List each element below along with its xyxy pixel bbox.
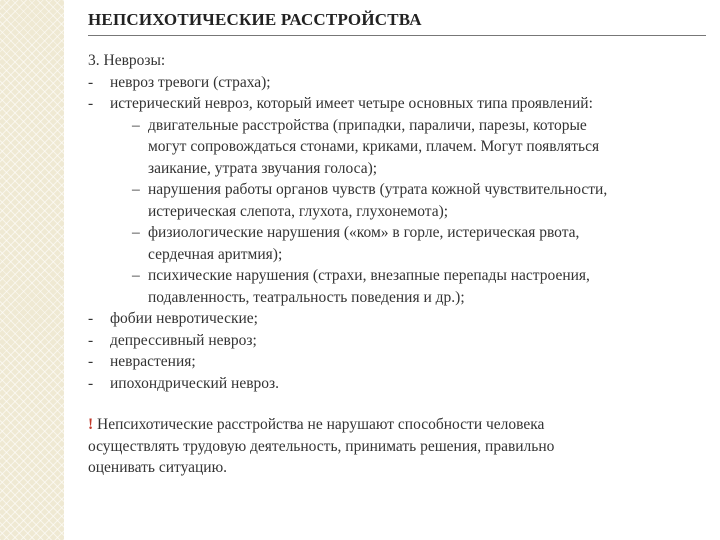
list-item: [88, 72, 607, 94]
title-divider: [88, 35, 706, 36]
decorative-side-stripe: [0, 0, 64, 540]
sub-item-text: двигательные расстройства (припадки, параличи, парезы, которые: [148, 116, 587, 134]
list-heading: 3. Неврозы:: [88, 52, 166, 69]
bullet-dash: -: [88, 73, 94, 91]
sub-list-item: [88, 222, 607, 265]
sub-item-text: подавленность, театральность поведения и др.);: [148, 288, 465, 306]
exclamation-mark: !: [88, 416, 94, 433]
bullet-dash: –: [132, 181, 140, 198]
slide-title: НЕПСИХОТИЧЕСКИЕ РАССТРОЙСТВА: [88, 10, 422, 29]
important-note: [88, 414, 554, 479]
note-text: оценивать ситуацию.: [88, 459, 228, 476]
sub-list-item: [88, 265, 607, 308]
note-text: Непсихотические расстройства не нарушают способности человека: [97, 416, 545, 433]
list-item-text: невроз тревоги (страха);: [110, 73, 271, 91]
list-item-text: неврастения;: [110, 353, 196, 370]
list-item-text: фобии невротические;: [110, 310, 258, 327]
bullet-dash: –: [132, 224, 140, 241]
list-item-text: депрессивный невроз;: [110, 331, 257, 349]
sub-item-text: заикание, утрата звучания голоса);: [148, 159, 378, 177]
sub-list-item: [88, 179, 607, 222]
list-item: [88, 351, 607, 373]
sub-item-text: нарушения работы органов чувств (утрата кожной чувствительности,: [148, 181, 608, 198]
bullet-dash: -: [88, 353, 94, 370]
neuroses-list: [88, 50, 607, 394]
sub-item-text: сердечная аритмия);: [148, 245, 283, 263]
list-item-text: ипохондрический невроз.: [110, 374, 280, 392]
list-item: [88, 373, 607, 395]
sub-item-text: могут сопровождаться стонами, криками, плачем. Могут появляться: [148, 138, 600, 155]
bullet-dash: -: [88, 310, 94, 327]
list-item: [88, 93, 607, 115]
sub-item-text: истерическая слепота, глухота, глухонемота);: [148, 202, 449, 220]
list-item-text: истерический невроз, который имеет четыре основных типа проявлений:: [110, 95, 593, 112]
list-item: [88, 330, 607, 352]
sub-item-text: психические нарушения (страхи, внезапные перепады настроения,: [148, 267, 590, 284]
bullet-dash: -: [88, 331, 94, 349]
sub-list-item: [88, 115, 607, 180]
bullet-dash: -: [88, 95, 94, 112]
bullet-dash: –: [132, 116, 140, 134]
list-item: [88, 308, 607, 330]
sub-item-text: физиологические нарушения («ком» в горле, истерическая рвота,: [148, 224, 580, 241]
bullet-dash: -: [88, 374, 94, 392]
bullet-dash: –: [132, 267, 140, 284]
note-text: осуществлять трудовую деятельность, принимать решения, правильно: [88, 437, 555, 455]
